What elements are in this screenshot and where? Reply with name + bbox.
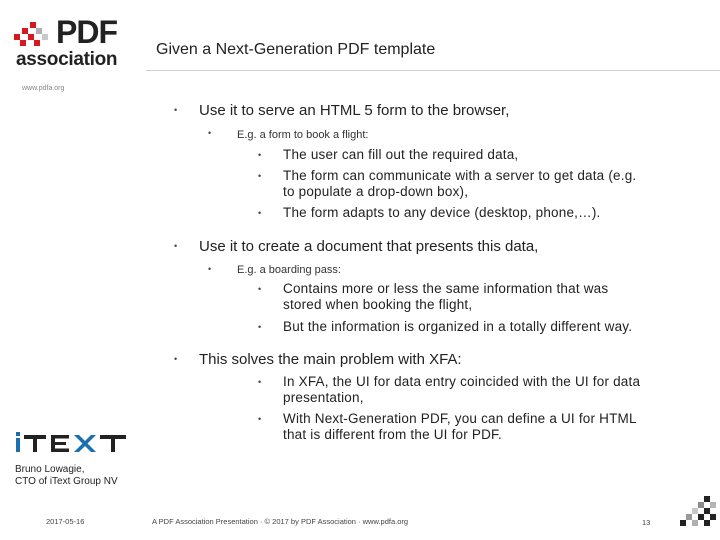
bullet-1-item-2: The form can communicate with a server to get data (e.g. — [283, 168, 637, 183]
author-title: CTO of iText Group NV — [15, 476, 118, 487]
bullet-3-item-2: With Next-Generation PDF, you can define a UI for HTML — [283, 411, 637, 426]
bullet-1-text: Use it to serve an HTML 5 form to the browser, — [199, 102, 510, 119]
bullet-icon: • — [258, 322, 262, 332]
bullet-1-sub: E.g. a form to book a flight: — [237, 129, 369, 141]
bullet-3-item-1-cont: presentation, — [283, 390, 364, 405]
footer-decorative-squares-icon — [676, 496, 716, 530]
pdf-association-logo-mark — [14, 22, 54, 46]
bullet-icon: • — [258, 414, 262, 424]
page-number: 13 — [642, 518, 651, 527]
bullet-2-item-1: Contains more or less the same information that was — [283, 281, 609, 296]
header-url: www.pdfa.org — [22, 85, 65, 92]
bullet-1-item-2-cont: to populate a drop-down box), — [283, 184, 469, 199]
bullet-1-item-1: The user can fill out the required data, — [283, 147, 519, 162]
bullet-icon: • — [258, 150, 262, 160]
bullet-icon: • — [208, 128, 212, 138]
bullet-2-item-1-cont: stored when booking the flight, — [283, 297, 473, 312]
logo-association-text: association — [16, 49, 118, 70]
bullet-2-item-2: But the information is organized in a totally different way. — [283, 319, 633, 334]
bullet-icon: • — [174, 241, 178, 251]
bullet-icon: • — [258, 208, 262, 218]
bullet-icon: • — [258, 377, 262, 387]
logo-pdf-text: PDF — [56, 14, 117, 50]
footer-date: 2017-05-16 — [46, 517, 85, 526]
bullet-icon: • — [208, 264, 212, 274]
bullet-3-item-2-cont: that is different from the UI for PDF. — [283, 427, 502, 442]
bullet-icon: • — [258, 171, 262, 181]
bullet-2-sub: E.g. a boarding pass: — [237, 264, 341, 276]
bullet-3-item-1: In XFA, the UI for data entry coincided with the UI for data — [283, 374, 641, 389]
header-divider — [146, 70, 720, 71]
bullet-icon: • — [258, 284, 262, 294]
bullet-2-text: Use it to create a document that presents this data, — [199, 238, 539, 255]
slide-title: Given a Next-Generation PDF template — [156, 41, 436, 58]
itext-logo — [16, 431, 128, 453]
footer-text: A PDF Association Presentation · © 2017 by PDF Association · www.pdfa.org — [152, 517, 409, 526]
author-name: Bruno Lowagie, — [15, 464, 85, 475]
bullet-icon: • — [174, 105, 178, 115]
bullet-icon: • — [174, 354, 178, 364]
bullet-1-item-3: The form adapts to any device (desktop, phone,…). — [283, 205, 601, 220]
bullet-3-text: This solves the main problem with XFA: — [199, 351, 462, 368]
